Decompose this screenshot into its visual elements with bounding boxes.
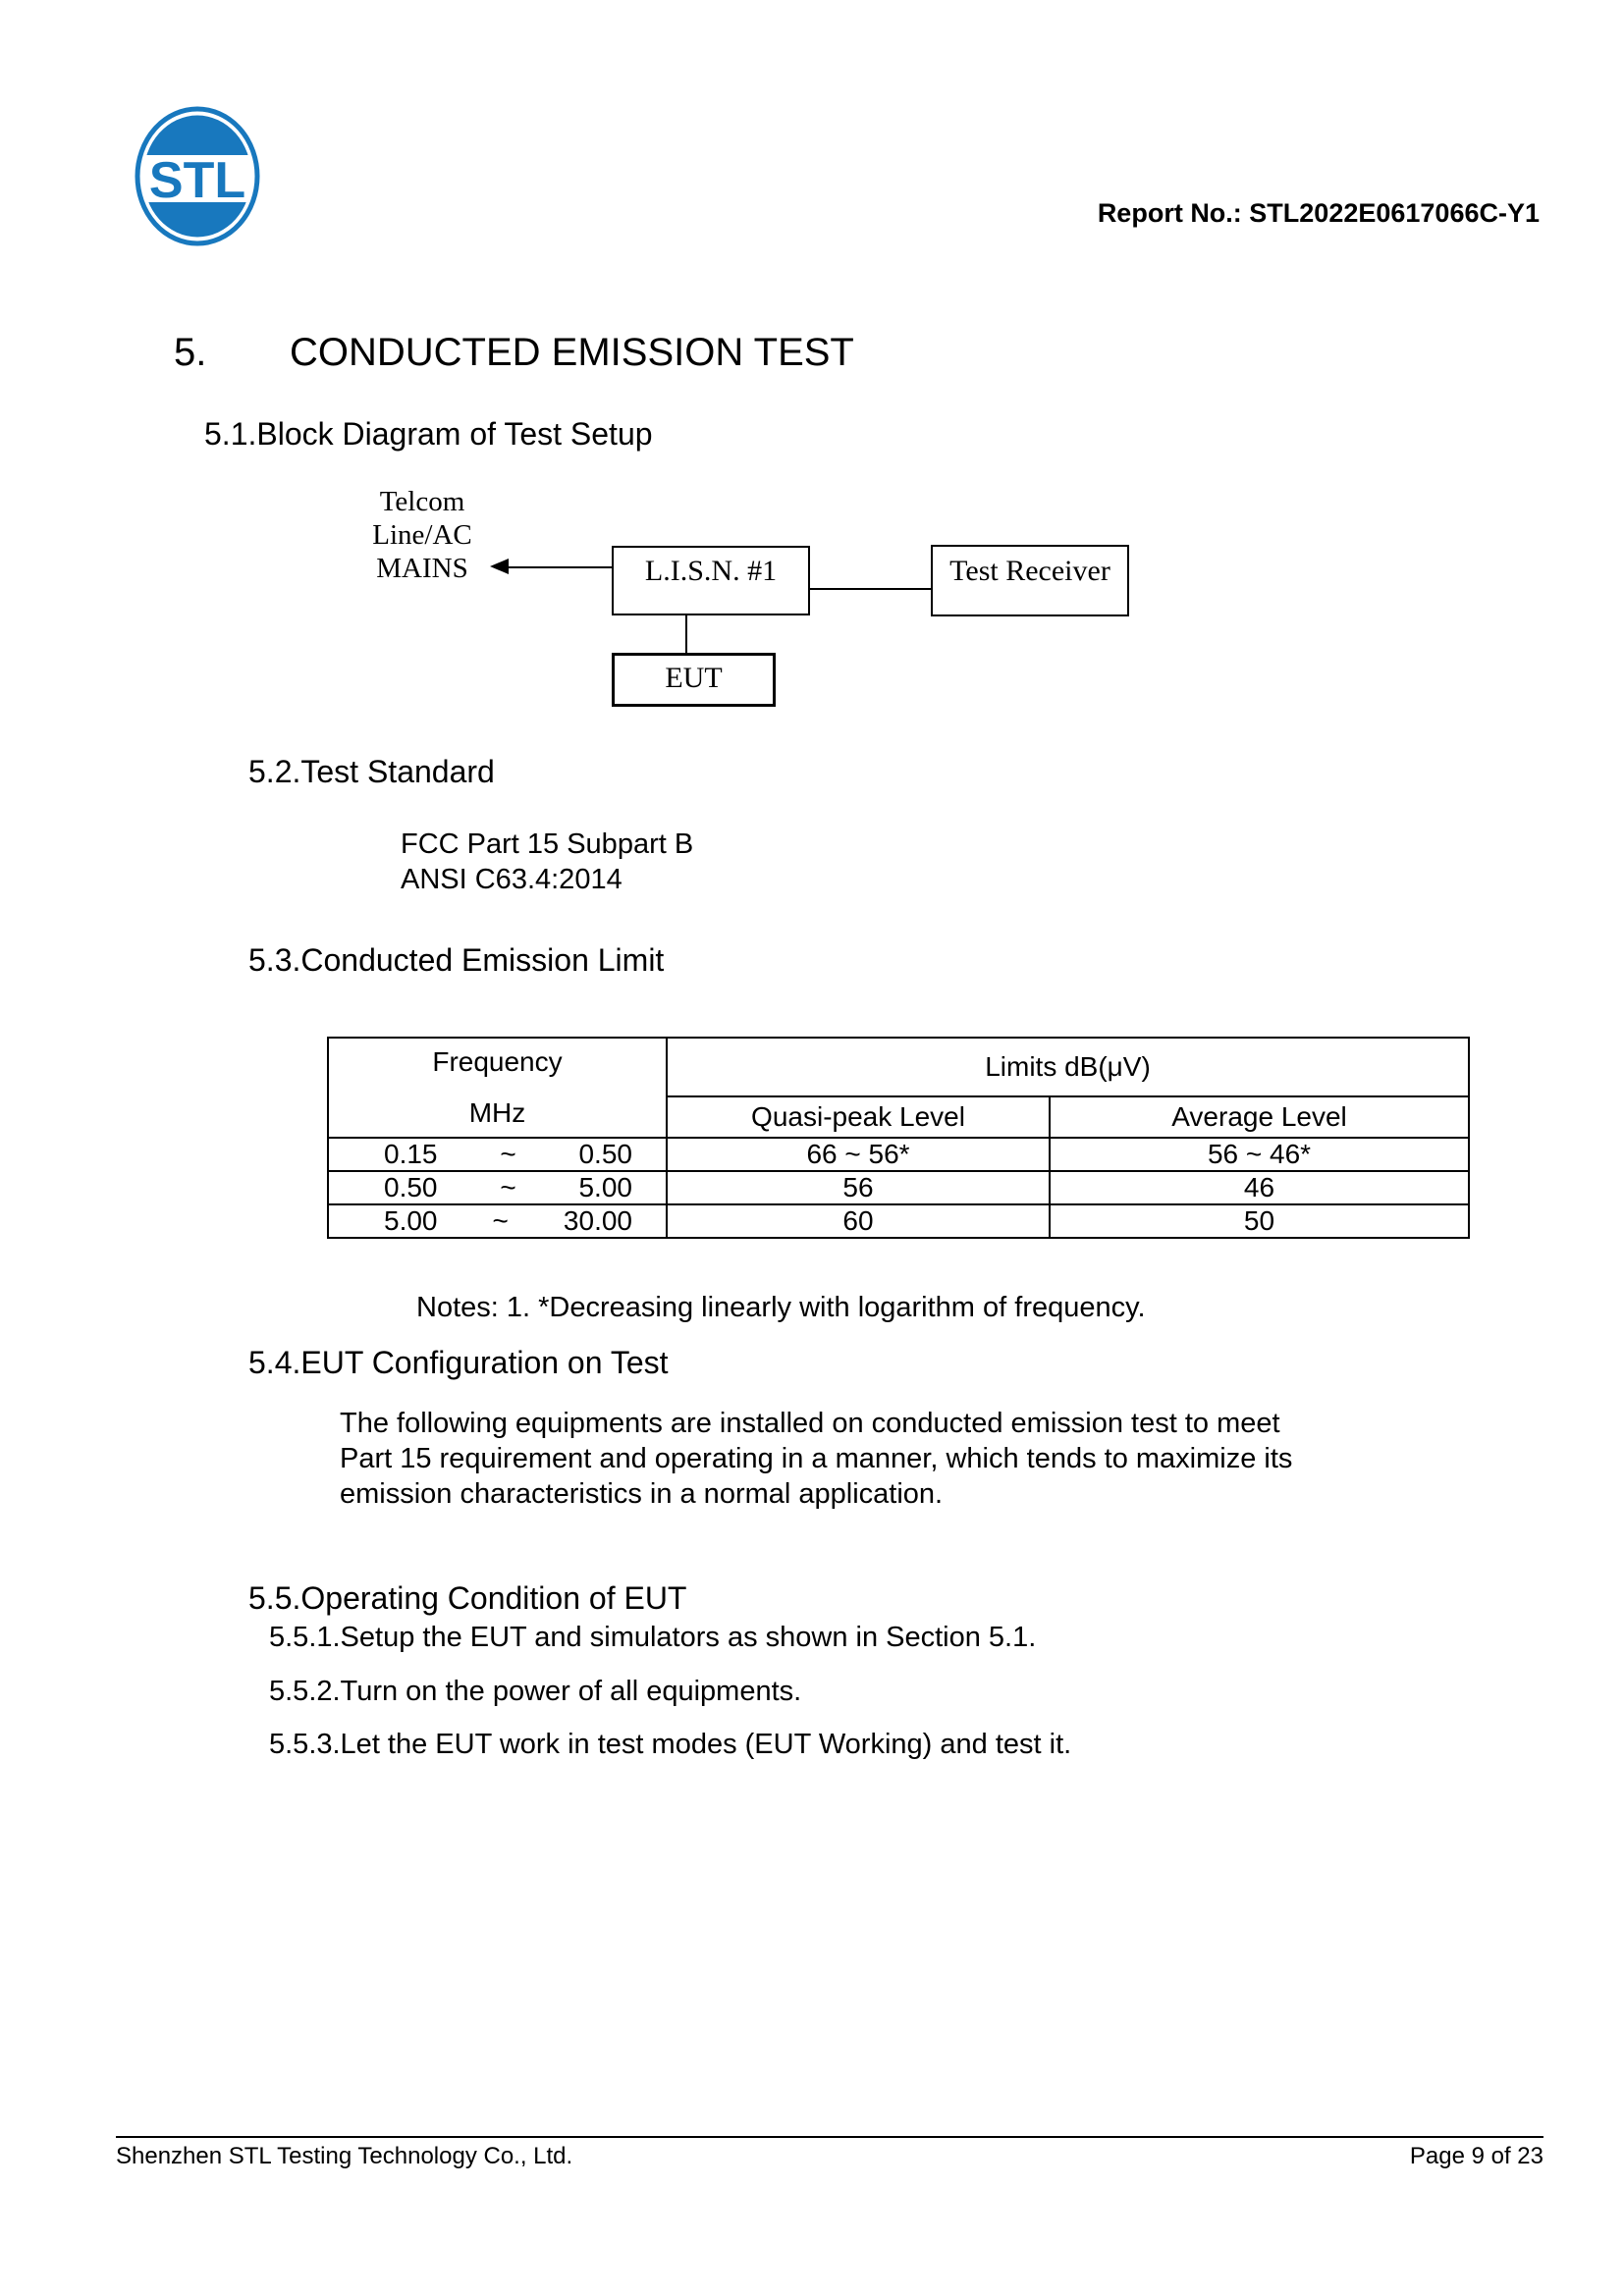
frequency-header: Frequency — [432, 1046, 563, 1077]
limits-header-cell: Limits dB(μV) — [667, 1038, 1469, 1096]
quasi-peak-value-cell: 56 — [667, 1171, 1050, 1204]
freq-range-cell: 0.50 ~ 5.00 — [328, 1171, 667, 1204]
mains-label-line: Line/AC — [372, 519, 472, 551]
diagram-box-lisn: L.I.S.N. #1 — [612, 546, 810, 615]
operating-condition-item: 5.5.2.Turn on the power of all equipments. — [269, 1676, 802, 1707]
test-standards — [401, 827, 693, 897]
paragraph-line: The following equipments are installed on conducted emission test to meet — [340, 1408, 1280, 1439]
footer-page-number: Page 9 of 23 — [1409, 2143, 1543, 2169]
section-5-1-heading: 5.1.Block Diagram of Test Setup — [204, 416, 653, 452]
logo-text: STL — [148, 152, 246, 209]
diagram-box-eut: EUT — [612, 653, 776, 707]
average-value-cell: 56 ~ 46* — [1050, 1138, 1469, 1171]
standard-item: ANSI C63.4:2014 — [401, 864, 623, 895]
mains-label-line: MAINS — [376, 553, 468, 584]
eut-configuration-paragraph — [340, 1406, 1292, 1512]
diagram-mains-label — [344, 485, 501, 585]
arrow-line-to-mains — [507, 566, 613, 568]
section-5-3-heading: 5.3.Conducted Emission Limit — [248, 942, 665, 978]
table-row — [328, 1171, 1469, 1204]
quasi-peak-header-cell: Quasi-peak Level — [667, 1096, 1050, 1138]
report-number: Report No.: STL2022E0617066C-Y1 — [1097, 198, 1540, 228]
table-notes: Notes: 1. *Decreasing linearly with logarithm of frequency. — [416, 1292, 1146, 1323]
operating-condition-item: 5.5.1.Setup the EUT and simulators as shown in Section 5.1. — [269, 1622, 1037, 1653]
footer-company: Shenzhen STL Testing Technology Co., Ltd. — [116, 2143, 573, 2169]
standard-item: FCC Part 15 Subpart B — [401, 828, 694, 860]
conducted-emission-limit-table — [327, 1037, 1470, 1239]
table-row — [328, 1204, 1469, 1238]
average-value-cell: 50 — [1050, 1204, 1469, 1238]
stl-logo — [135, 106, 260, 246]
diagram-box-test-receiver: Test Receiver — [931, 545, 1129, 616]
average-value-cell: 46 — [1050, 1171, 1469, 1204]
section-5-heading — [174, 331, 854, 375]
quasi-peak-value-cell: 66 ~ 56* — [667, 1138, 1050, 1171]
section-5-5-heading: 5.5.Operating Condition of EUT — [248, 1580, 687, 1616]
mains-label-line: Telcom — [379, 486, 465, 517]
freq-range-cell: 0.15 ~ 0.50 — [328, 1138, 667, 1171]
footer-divider — [116, 2136, 1543, 2138]
quasi-peak-value-cell: 60 — [667, 1204, 1050, 1238]
connector-lisn-eut — [685, 615, 687, 653]
frequency-unit: MHz — [468, 1097, 526, 1128]
operating-condition-item: 5.5.3.Let the EUT work in test modes (EUT Working) and test it. — [269, 1729, 1072, 1760]
table-row — [328, 1138, 1469, 1171]
section-5-title: CONDUCTED EMISSION TEST — [290, 331, 854, 374]
section-5-2-heading: 5.2.Test Standard — [248, 754, 495, 789]
paragraph-line: Part 15 requirement and operating in a manner, which tends to maximize its — [340, 1443, 1293, 1474]
frequency-header-cell — [328, 1038, 667, 1138]
average-header-cell: Average Level — [1050, 1096, 1469, 1138]
freq-range-cell: 5.00 ~ 30.00 — [328, 1204, 667, 1238]
section-5-number: 5. — [174, 331, 207, 374]
section-5-4-heading: 5.4.EUT Configuration on Test — [248, 1345, 669, 1380]
paragraph-line: emission characteristics in a normal application. — [340, 1478, 944, 1510]
connector-lisn-receiver — [810, 588, 931, 590]
